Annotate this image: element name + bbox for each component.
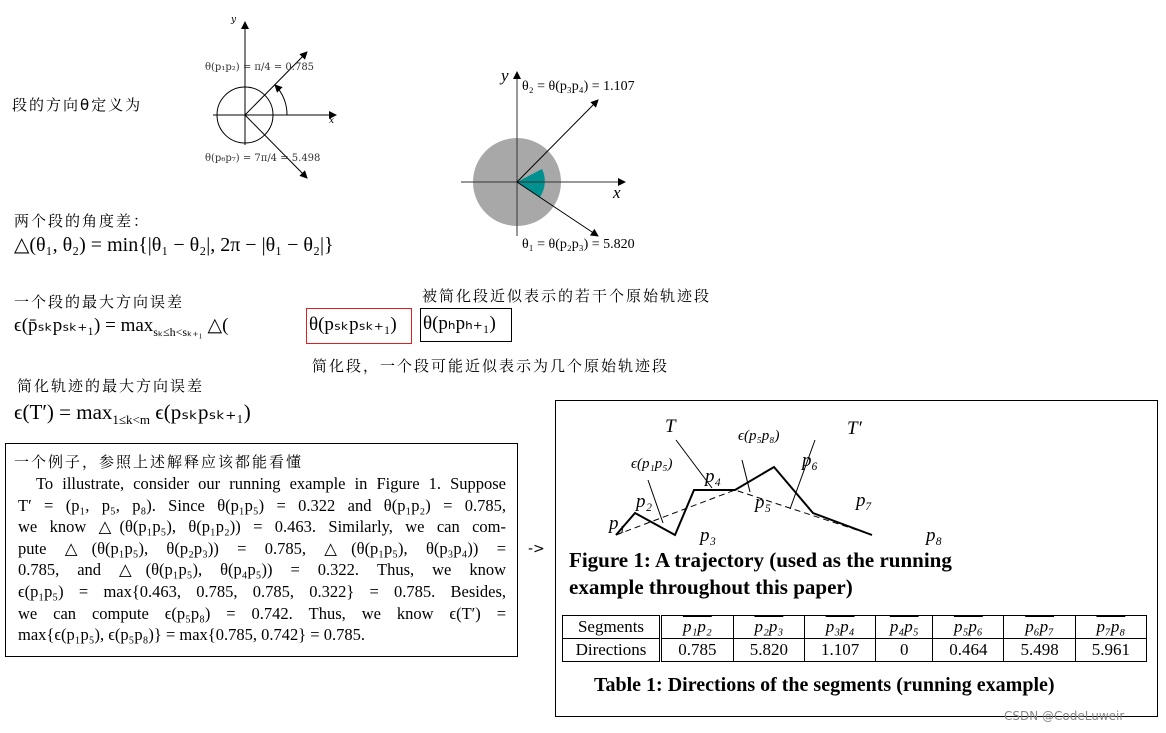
segment-error-title: 一个段的最大方向误差	[14, 293, 185, 311]
annotation-simplified-segment: 简化段，一个段可能近似表示为几个原始轨迹段	[312, 357, 670, 375]
figure-label-T: T	[665, 416, 676, 437]
example-line: 0.785, and △(θ(p₁p₅), θ(p₄p₅)) = 0.322. Thus, we know	[18, 560, 506, 580]
row-header: Segments	[563, 616, 661, 639]
example-line: T′ = (p₁, p₅, p₈). Since θ(p₁p₅) = 0.322 and θ(p₁p₂) = 0.785,	[18, 495, 506, 515]
example-paragraph	[18, 473, 506, 646]
original-segment-highlight	[420, 308, 512, 342]
formula-main: ϵ(T′) = max	[14, 400, 113, 424]
trajectory-error-title: 简化轨迹的最大方向误差	[17, 377, 205, 395]
formula-sub: 1≤k<m	[112, 412, 150, 428]
directions-table	[562, 615, 1147, 662]
angle-difference-title: 两个段的角度差：	[14, 212, 151, 230]
figure-label-p5: p₅	[755, 492, 772, 513]
formula-left: ϵ(p̄ₛₖpₛₖ₊₁) = max	[14, 315, 154, 336]
direction-cell: 0	[876, 639, 933, 662]
table-caption: Table 1: Directions of the segments (running example)	[594, 674, 1055, 696]
figure-label-e15: ϵ(p₁p₅)	[631, 456, 673, 472]
example-line: ϵ(p₁p₅) = max{0.463, 0.785, 0.785, 0.322} = 0.785. Besides,	[18, 581, 506, 601]
diagram2-y-label: y	[501, 66, 509, 85]
segment-name: p₁p₂	[682, 617, 712, 636]
segment-error-formula	[14, 314, 228, 340]
table-row-segments	[563, 616, 1147, 639]
segment-cell	[876, 616, 933, 639]
diagram2-x-label: x	[613, 183, 621, 202]
segment-cell	[661, 616, 734, 639]
segment-name: p₇p₈	[1096, 617, 1126, 636]
figure-label-p6: p₆	[802, 450, 819, 471]
diagram1-y-label: y	[231, 15, 237, 25]
example-line: pute △(θ(p₁p₅), θ(p₂p₃)) = 0.785, △(θ(p₁p₅), θ(p₃p₄)) =	[18, 538, 506, 558]
formula-delta: △(	[207, 315, 229, 336]
figure-caption-line2: example throughout this paper)	[569, 575, 853, 599]
direction-cell: 5.961	[1075, 639, 1146, 662]
segment-cell	[933, 616, 1004, 639]
figure-label-p8: p₈	[926, 525, 943, 546]
table-row-directions	[563, 639, 1147, 662]
segment-cell	[804, 616, 875, 639]
segment-name: p₂p₃	[754, 617, 784, 636]
segment-cell	[1004, 616, 1075, 639]
diagram2-top-label: θ₂ = θ(p₃p₄) = 1.107	[522, 79, 635, 94]
example-line: we know △(θ(p₁p₅), θ(p₁p₂)) = 0.463. Similarly, we can com-	[18, 517, 506, 537]
segment-name: p₃p₄	[825, 617, 855, 636]
diagram2-bottom-label: θ₁ = θ(p₂p₃) = 5.820	[522, 237, 635, 252]
black-box-text: θ(pₕpₕ₊₁)	[423, 313, 496, 334]
trajectory-T	[616, 467, 872, 535]
diagram1-top-label: θ(p₁p₂) = π/4 = 0.785	[205, 62, 315, 73]
segment-cell	[1075, 616, 1146, 639]
example-line: To illustrate, consider our running example in Figure 1. Suppose	[36, 474, 506, 493]
example-heading: 一个例子，参照上述解释应该都能看懂	[14, 453, 304, 471]
figure-label-e58: ϵ(p₅p₈)	[738, 428, 780, 444]
segment-name: p₆p₇	[1025, 617, 1055, 636]
direction-diagram-2	[461, 72, 625, 236]
example-line: max{ϵ(p₁p₅), ϵ(p₅p₈)} = max{0.785, 0.742} = 0.785.	[18, 625, 365, 645]
figure-label-p2: p₂	[636, 491, 653, 512]
direction-cell: 5.498	[1004, 639, 1075, 662]
simplified-segment-highlight	[306, 308, 412, 344]
watermark: CSDN @CodeLuweir	[1004, 709, 1125, 723]
figure-label-p7: p₇	[856, 490, 873, 511]
figure-label-p1: p₁	[609, 513, 626, 534]
red-box-text: θ(pₛₖpₛₖ₊₁)	[309, 314, 397, 335]
row-header: Directions	[563, 639, 661, 662]
formula-tail: ϵ(pₛₖpₛₖ₊₁)	[155, 400, 251, 424]
figure-label-p4: p₄	[705, 466, 722, 487]
figure-caption-line1: Figure 1: A trajectory (used as the running	[569, 548, 952, 572]
annotation-original-segments: 被简化段近似表示的若干个原始轨迹段	[422, 287, 712, 305]
figure-label-Tp: T′	[847, 418, 862, 439]
segment-cell	[733, 616, 804, 639]
direction-cell: 0.785	[661, 639, 734, 662]
trajectory-T-prime	[616, 490, 872, 535]
segment-name: p₅p₆	[953, 617, 983, 636]
diagram1-bottom-label: θ(p₆p₇) = 7π/4 = 5.498	[205, 153, 321, 164]
diagram1-x-label: x	[329, 116, 335, 126]
figure-label-p3: p₃	[700, 525, 717, 546]
direction-cell: 1.107	[804, 639, 875, 662]
example-line: we can compute ϵ(p₅p₈) = 0.742. Thus, we know ϵ(T′) =	[18, 603, 506, 623]
direction-cell: 5.820	[733, 639, 804, 662]
direction-definition-note: 段的方向θ定义为	[12, 96, 143, 114]
arrow-to-figure: ->	[528, 541, 545, 557]
formula-sub: sₖ≤h<sₖ₊₁	[153, 324, 203, 339]
trajectory-error-formula	[14, 400, 251, 428]
direction-cell: 0.464	[933, 639, 1004, 662]
segment-name: p₄p₅	[889, 617, 919, 636]
angle-difference-formula: △(θ₁, θ₂) = min{|θ₁ − θ₂|, 2π − |θ₁ − θ₂|}	[14, 234, 334, 256]
